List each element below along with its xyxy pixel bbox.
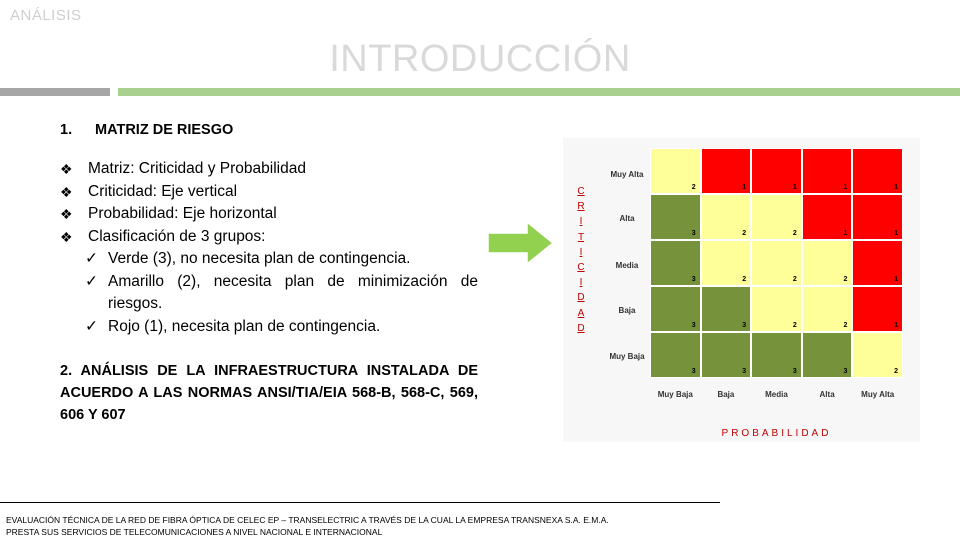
probability-axis-label: PROBABILIDAD bbox=[721, 428, 832, 439]
heading-number: 1. bbox=[60, 122, 73, 138]
bullet-text: Clasificación de 3 grupos: bbox=[88, 227, 266, 245]
criticidad-axis-letter: I bbox=[579, 246, 583, 258]
right-arrow-icon bbox=[487, 221, 555, 265]
bullet-text: Criticidad: Eje vertical bbox=[88, 182, 238, 200]
matrix-cell-value: 2 bbox=[843, 322, 848, 329]
matrix-cell-value: 3 bbox=[691, 322, 696, 329]
check-icon: ✓ bbox=[85, 250, 98, 267]
matrix-cell-value: 2 bbox=[894, 368, 898, 375]
matrix-cell bbox=[701, 148, 752, 194]
matrix-cell bbox=[751, 148, 802, 194]
footer-line-2: PRESTA SUS SERVICIOS DE TELECOMUNICACIONES A NIVEL NACIONAL E INTERNACIONAL bbox=[6, 527, 383, 537]
matrix-cell bbox=[802, 240, 853, 286]
matrix-row-label: Alta bbox=[619, 214, 635, 223]
slide-content bbox=[60, 122, 478, 426]
heading-text: MATRIZ DE RIESGO bbox=[95, 122, 234, 138]
subbullet-text: Amarillo (2), necesita plan de minimización de riesgos. bbox=[108, 272, 478, 312]
matrix-cell bbox=[852, 148, 903, 194]
criticidad-axis-letter: C bbox=[577, 262, 585, 273]
matrix-cell bbox=[802, 194, 853, 240]
matrix-col-label: Muy Baja bbox=[657, 390, 693, 399]
matrix-cell bbox=[802, 286, 853, 332]
matrix-cell-value: 2 bbox=[792, 230, 797, 237]
title-divider-green bbox=[118, 88, 960, 96]
diamond-bullet-icon: ❖ bbox=[60, 206, 73, 222]
bullet-text: Probabilidad: Eje horizontal bbox=[88, 205, 277, 222]
subbullet-item bbox=[60, 316, 478, 339]
matrix-cell-value: 1 bbox=[843, 230, 848, 237]
matrix-col-label: Muy Alta bbox=[861, 390, 895, 399]
matrix-row-label: Media bbox=[615, 261, 639, 270]
subbullet-item bbox=[60, 248, 478, 271]
criticidad-axis-letter: T bbox=[577, 231, 585, 243]
matrix-cell-value: 2 bbox=[792, 276, 797, 283]
criticidad-axis-letter: I bbox=[579, 277, 583, 289]
matrix-cell bbox=[701, 240, 752, 286]
bullet-item bbox=[60, 203, 478, 226]
matrix-cell-value: 3 bbox=[691, 230, 696, 237]
criticidad-axis-letter: I bbox=[579, 216, 583, 228]
matrix-cell bbox=[802, 148, 853, 194]
bullet-text: Matriz: Criticidad y Probabilidad bbox=[88, 160, 306, 177]
bullet-item bbox=[60, 181, 478, 204]
matrix-cell bbox=[751, 194, 802, 240]
check-icon: ✓ bbox=[85, 272, 98, 290]
matrix-cell-value: 1 bbox=[894, 276, 898, 283]
matrix-cell-value: 3 bbox=[691, 368, 696, 375]
matrix-cell-value: 2 bbox=[843, 276, 848, 283]
matrix-cell-value: 1 bbox=[894, 230, 898, 237]
subbullet-item bbox=[60, 271, 478, 316]
matrix-cell-value: 2 bbox=[691, 184, 696, 191]
subbullet-text: Verde (3), no necesita plan de contingencia. bbox=[108, 250, 411, 267]
matrix-cell-value: 3 bbox=[742, 322, 747, 329]
matrix-col-label: Alta bbox=[819, 390, 835, 399]
matrix-cell-value: 1 bbox=[843, 184, 848, 191]
matrix-cell-value: 1 bbox=[894, 322, 898, 329]
matrix-cell-value: 2 bbox=[742, 276, 747, 283]
matrix-cell-value: 1 bbox=[792, 184, 797, 191]
footer-divider bbox=[0, 502, 720, 503]
matrix-cell bbox=[852, 332, 903, 378]
section-label: ANÁLISIS bbox=[10, 7, 82, 24]
bullet-item bbox=[60, 226, 478, 249]
heading-risk-matrix bbox=[60, 122, 478, 138]
matrix-cell bbox=[701, 194, 752, 240]
title-divider-gray bbox=[0, 88, 110, 96]
matrix-cell bbox=[701, 332, 752, 378]
check-icon: ✓ bbox=[85, 317, 98, 335]
footer bbox=[6, 514, 726, 538]
matrix-cell-value: 1 bbox=[894, 184, 898, 191]
matrix-cell bbox=[751, 240, 802, 286]
matrix-row-label: Muy Baja bbox=[609, 352, 645, 361]
matrix-cell bbox=[852, 194, 903, 240]
matrix-cell bbox=[802, 332, 853, 378]
matrix-cell-value: 3 bbox=[843, 368, 848, 375]
criticidad-axis-letter: C bbox=[577, 186, 585, 197]
criticidad-axis-letter: A bbox=[577, 307, 585, 319]
criticidad-axis-letter: D bbox=[577, 292, 585, 304]
diamond-bullet-icon: ❖ bbox=[60, 183, 73, 200]
heading-infrastructure-analysis: 2. ANÁLISIS DE LA INFRAESTRUCTURA INSTALADA DE ACUERDO A LAS NORMAS ANSI/TIA/EIA 568-B, 568-C, 569, 606 Y 607 bbox=[60, 363, 478, 423]
bullet-item bbox=[60, 158, 478, 181]
matrix-row-label: Muy Alta bbox=[610, 170, 644, 179]
matrix-cell-value: 2 bbox=[742, 230, 747, 237]
matrix-cell bbox=[852, 286, 903, 332]
matrix-cell-value: 1 bbox=[742, 184, 747, 191]
subbullet-text: Rojo (1), necesita plan de contingencia. bbox=[108, 317, 381, 335]
matrix-cell bbox=[751, 286, 802, 332]
matrix-cell-value: 3 bbox=[691, 276, 696, 283]
footer-line-1: EVALUACIÓN TÉCNICA DE LA RED DE FIBRA ÓPTICA DE CELEC EP – TRANSELECTRIC A TRAVÉS DE LA CUAL LA EMPRESA TRANSNEXA S.A. E.M.A. bbox=[6, 515, 609, 525]
criticidad-axis-letter: R bbox=[577, 201, 585, 213]
diamond-bullet-icon: ❖ bbox=[60, 161, 73, 177]
criticidad-axis-letter: D bbox=[577, 322, 585, 334]
page-title: INTRODUCCIÓN bbox=[329, 38, 631, 80]
diamond-bullet-icon: ❖ bbox=[60, 228, 73, 245]
matrix-cell-value: 3 bbox=[792, 368, 797, 375]
matrix-col-label: Media bbox=[765, 390, 788, 399]
matrix-row-label: Baja bbox=[618, 306, 636, 315]
matrix-col-label: Baja bbox=[717, 390, 735, 399]
matrix-cell bbox=[751, 332, 802, 378]
matrix-cell bbox=[701, 286, 752, 332]
matrix-cell-value: 2 bbox=[792, 322, 797, 329]
matrix-cell-value: 3 bbox=[742, 368, 747, 375]
matrix-cell bbox=[852, 240, 903, 286]
